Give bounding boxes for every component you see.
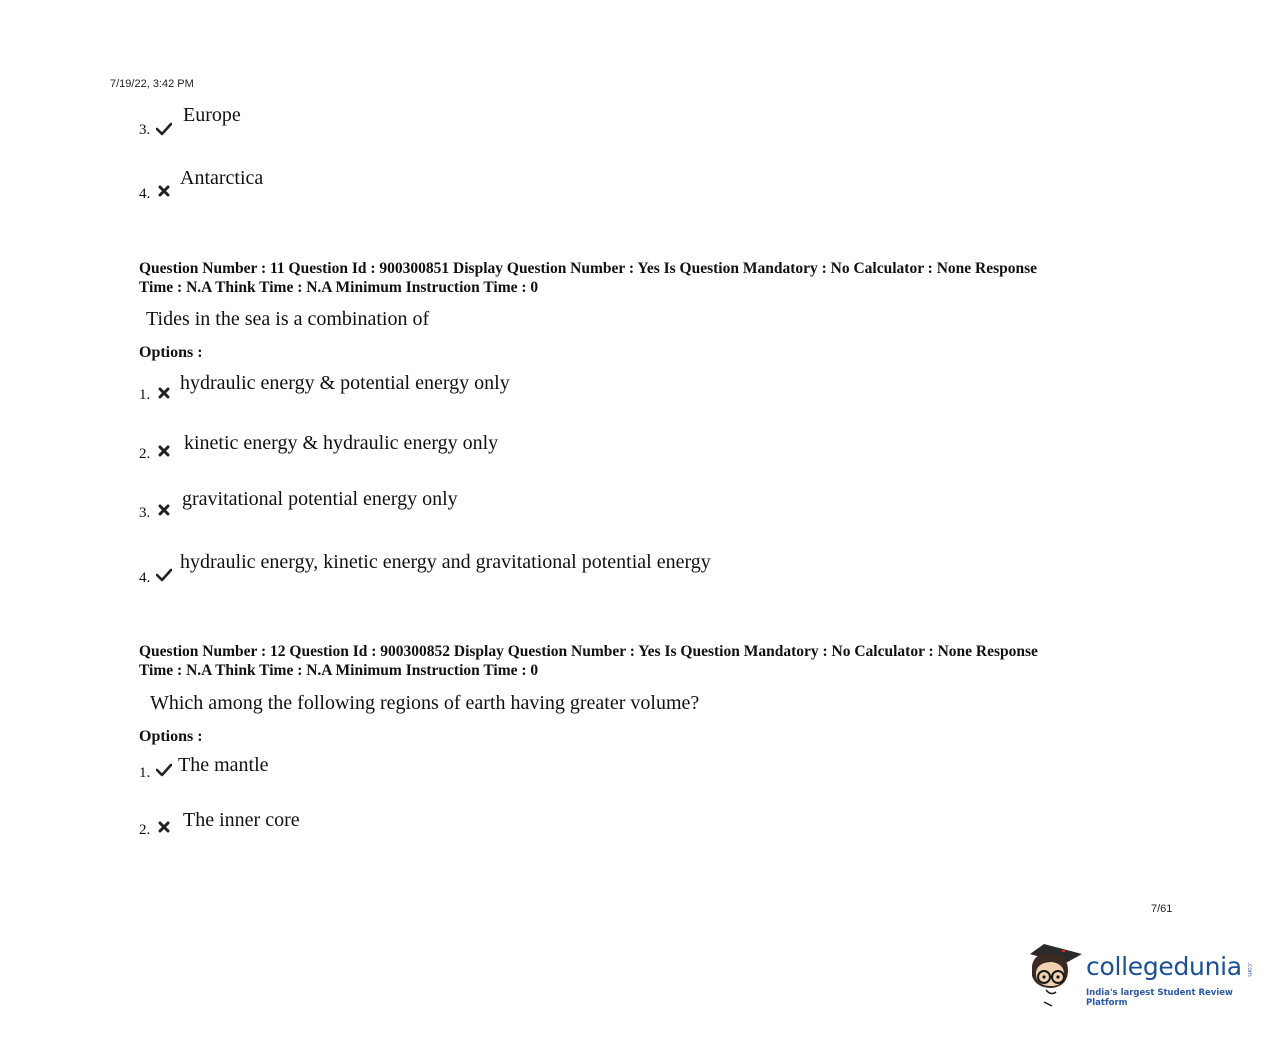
question-meta-line2: Time : N.A Think Time : N.A Minimum Instruction Time : 0 (139, 662, 539, 679)
collegedunia-logo (1024, 940, 1264, 1010)
cross-icon (158, 184, 174, 198)
cross-icon (158, 444, 174, 458)
option-text: hydraulic energy, kinetic energy and gravitational potential energy (180, 551, 711, 573)
options-label: Options : (139, 728, 203, 745)
question-meta (139, 642, 1149, 680)
option-number: 4. (139, 570, 151, 586)
logo-tagline: India's largest Student Review Platform (1086, 988, 1233, 1008)
option-text: The mantle (178, 754, 269, 776)
option-number: 2. (139, 822, 151, 838)
option-text: gravitational potential energy only (182, 488, 458, 510)
print-timestamp: 7/19/22, 3:42 PM (110, 78, 194, 90)
option-number: 3. (139, 505, 151, 521)
option-number: 1. (139, 387, 151, 403)
option-number: 4. (139, 186, 151, 202)
options-label: Options : (139, 344, 203, 361)
check-icon (156, 568, 172, 582)
question-meta-line2: Time : N.A Think Time : N.A Minimum Instruction Time : 0 (139, 279, 539, 296)
option-number: 1. (139, 765, 151, 781)
cross-icon (158, 820, 174, 834)
option-number: 3. (139, 122, 151, 138)
student-mascot-icon (1024, 940, 1086, 1015)
check-icon (156, 122, 172, 136)
check-icon (156, 763, 172, 777)
option-text: Europe (183, 104, 241, 126)
cross-icon (158, 503, 174, 517)
option-text: kinetic energy & hydraulic energy only (184, 432, 499, 454)
option-text: The inner core (183, 809, 300, 831)
question-meta-line1: Question Number : 12 Question Id : 900300852 Display Question Number : Yes Is Question Mandatory : No Calculator : None Response (139, 643, 1038, 660)
page-number: 7/61 (1151, 903, 1173, 915)
question-text: Tides in the sea is a combination of (146, 308, 430, 330)
option-text: Antarctica (180, 167, 264, 189)
question-meta (139, 259, 1149, 297)
cross-icon (158, 386, 174, 400)
logo-domain: .com (1246, 962, 1253, 977)
option-text: hydraulic energy & potential energy only (180, 372, 510, 394)
question-meta-line1: Question Number : 11 Question Id : 900300851 Display Question Number : Yes Is Question Mandatory : No Calculator : None Response (139, 260, 1038, 277)
logo-wordmark: collegedunia (1086, 952, 1242, 981)
option-number: 2. (139, 446, 151, 462)
question-text: Which among the following regions of earth having greater volume? (150, 692, 700, 714)
